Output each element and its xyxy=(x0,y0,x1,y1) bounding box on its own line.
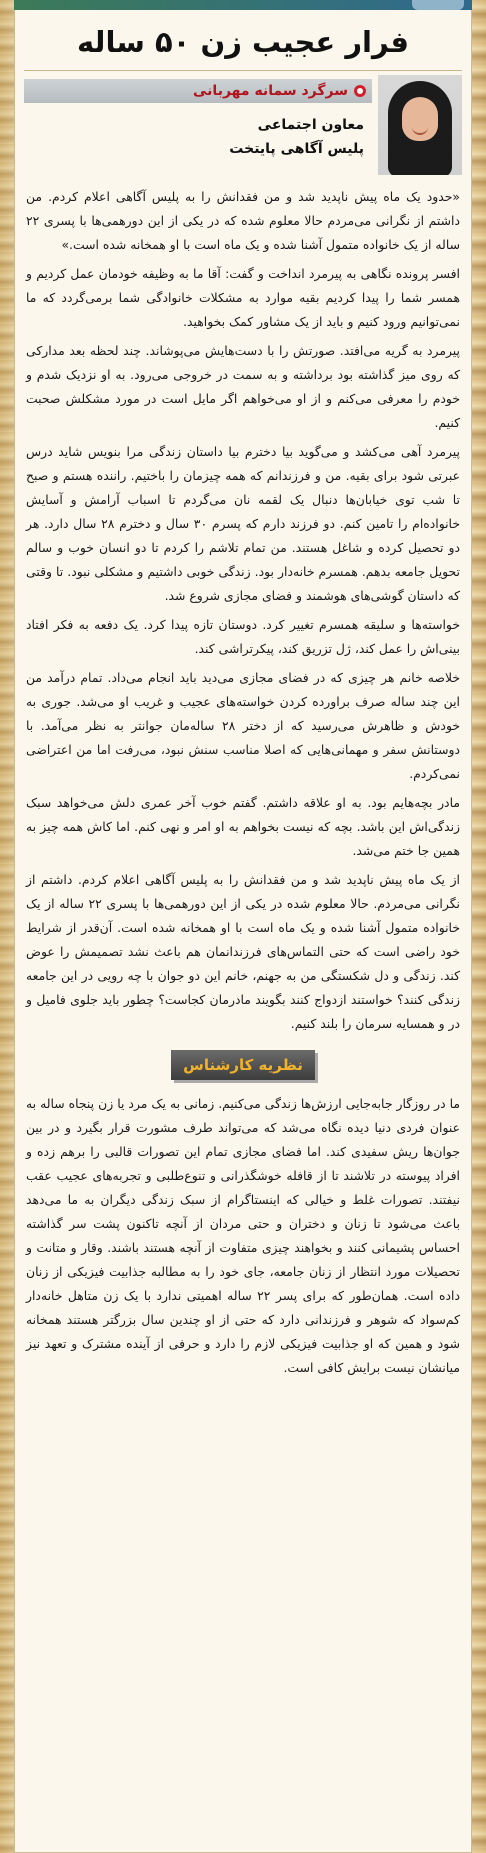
body-paragraph: از یک ماه پیش ناپدید شد و من فقدانش را به پلیس آگاهی اعلام کردم. داشتم از نگرانی می‌مردم. حالا معلوم شده در یکی از این دورهمی‌ها با پسری ۲۲ ساله از یک خانواده متمول آشنا شده و یک ماه است با او همخانه شده است. آن‌قدر از شرایط خود راضی است که حتی التماس‌های فرزندانمان هم باعث نشد تصمیمش را عوض کند. زندگی و دل شکستگی من به جهنم، خانم این دو جوان با چه رویی در این جامعه زندگی کنند؟ خواستند ازدواج کنند بگویند مادرمان کجاست؟ چطور باید جلوی فامیل و در و همسایه سرمان را بلند کنیم. xyxy=(26,872,460,1031)
article-body xyxy=(26,185,460,1036)
body-paragraph: خواسته‌ها و سلیقه همسرم تغییر کرد. دوستان تازه پیدا کرد. یک دفعه به فکر افتاد بینی‌اش را عمل کند، ژل تزریق کند، پیکرتراشی کند. xyxy=(26,617,460,656)
right-page-border xyxy=(472,0,486,1853)
article-headline: فرار عجیب زن ۵۰ ساله xyxy=(76,25,410,59)
body-paragraph: افسر پرونده نگاهی به پیرمرد انداخت و گفت: آقا ما به وظیفه خودمان عمل کردیم و همسر شما را پیدا کردیم بقیه موارد به مشکلات خانوادگی شما برمی‌گردد که ما نمی‌توانیم ورود کنیم و باید از یک مشاور کمک بخواهید. xyxy=(26,266,460,329)
author-box xyxy=(24,70,462,179)
author-role-line-1: معاون اجتماعی xyxy=(257,117,364,133)
top-color-strip xyxy=(14,0,472,10)
article-column xyxy=(14,0,472,1853)
author-photo xyxy=(378,75,462,175)
author-role-line-2: پلیس آگاهی پایتخت xyxy=(229,141,364,157)
author-role xyxy=(229,113,364,161)
body-paragraph: خلاصه خانم هر چیزی که در فضای مجازی می‌دید باید انجام می‌داد. تمام درآمد من این چند ساله صرف براورده کردن خواسته‌های عجیب و غریب او می‌شد. جوری به خودش و ظاهرش می‌رسید که از دختر ۲۸ ساله‌مان جوانتر به نظر می‌آمد. با دوستانش سفر و مهمانی‌هایی که اصلا مناسب سنش نبود، می‌رفت اما من اعتراضی نمی‌کردم. xyxy=(26,670,461,781)
author-name-bar xyxy=(24,79,372,103)
expert-section-heading: نظریه کارشناس xyxy=(171,1050,315,1080)
expert-body xyxy=(26,1092,460,1380)
red-dot-icon xyxy=(354,85,366,97)
body-paragraph: «حدود یک ماه پیش ناپدید شد و من فقدانش را به پلیس آگاهی اعلام کردم. من داشتم از نگرانی می‌مردم حالا معلوم شده که در یکی از این دورهمی‌ها با پسری ۲۲ ساله از یک خانواده متمول آشنا شده و یک ماه است با او همخانه شده است.» xyxy=(26,189,460,252)
body-paragraph: پیرمرد به گریه می‌افتد. صورتش را با دست‌هایش می‌پوشاند. چند لحظه بعد مدارکی که روی میز گذاشته بود برداشته و به سمت در خروجی می‌رود. به او نزدیک شدم و خودم را معرفی می‌کنم و از او می‌خواهم اگر مایل است در مورد مشکلش صحبت کنیم. xyxy=(26,343,460,430)
author-name: سرگرد سمانه مهربانی xyxy=(193,83,348,99)
left-page-border xyxy=(0,0,14,1853)
body-paragraph: مادر بچه‌هایم بود. به او علاقه داشتم. گفتم خوب آخر عمری دلش می‌خواهد سبک زندگی‌اش این باشد. بچه که نیست بخواهم به او امر و نهی کنم. اما کاش همه چیز به همین جا ختم می‌شد. xyxy=(26,795,460,858)
body-paragraph: پیرمرد آهی می‌کشد و می‌گوید بیا دخترم بیا داستان زندگی مرا بنویس شاید درس عبرتی شود برای بقیه. من و فرزندانم که همه چیزمان را باختیم. راننده هستم و صبح تا شب توی خیابان‌ها دنبال یک لقمه نان می‌گردم تا اسباب آرامش و آسایش خانواده‌ام را تامین کنم. دو فرزند دارم که پسرم ۳۰ سال و دخترم ۲۸ سال دارد. هر دو تحصیل کرده و شاغل هستند. من تمام تلاشم را کردم تا دو انسان خوب و سالم تحویل جامعه بدهم. همسرم خانه‌دار بود. زندگی خوبی داشتیم و مشکلی نبود. تا وقتی که داستان گوشی‌های هوشمند و فضای مجازی شروع شد. xyxy=(26,444,460,603)
section-tag xyxy=(412,0,464,10)
expert-paragraph: ما در روزگار جابه‌جایی ارزش‌ها زندگی می‌کنیم. زمانی به یک مرد یا زن پنجاه ساله به عنوان فردی دنیا دیده نگاه می‌شد که می‌تواند طرف مشورت قرار بگیرد و در بین جوان‌ها ریش سفیدی کند. اما فضای مجازی تمام این تصورات قالبی را برهم زده و افراد پیوسته در تلاشند تا از قافله خوشگذرانی و تنوع‌طلبی و تجربه‌های عجیب عقب نیفتند. تصورات غلط و خیالی که اینستاگرام از سبک زندگی دیگران به ما می‌دهد باعث می‌شود تا زنان و دختران و حتی مردان از آنچه تاکنون پشت سر گذاشته احساس پشیمانی کنند و بخواهند چیزی متفاوت از آنچه هستند باشند. وقار و متانت و تحصیلات مورد انتظار از زنان جامعه، جای خود را به مطالبه جذابیت فیزیکی از زنان داده است. همان‌طور که برای پسر ۲۲ ساله اهمیتی ندارد با یک زن متاهل خانه‌دار کم‌سواد که شوهر و فرزندانی دارد که حتی از او چندین سال بزرگتر هستند همخانه شود و همین که او جذابیت فیزیکی لازم را دارد و حرفی از آینده مشترک و تعهد نیز میانشان نیست برایش کافی است. xyxy=(26,1096,460,1375)
